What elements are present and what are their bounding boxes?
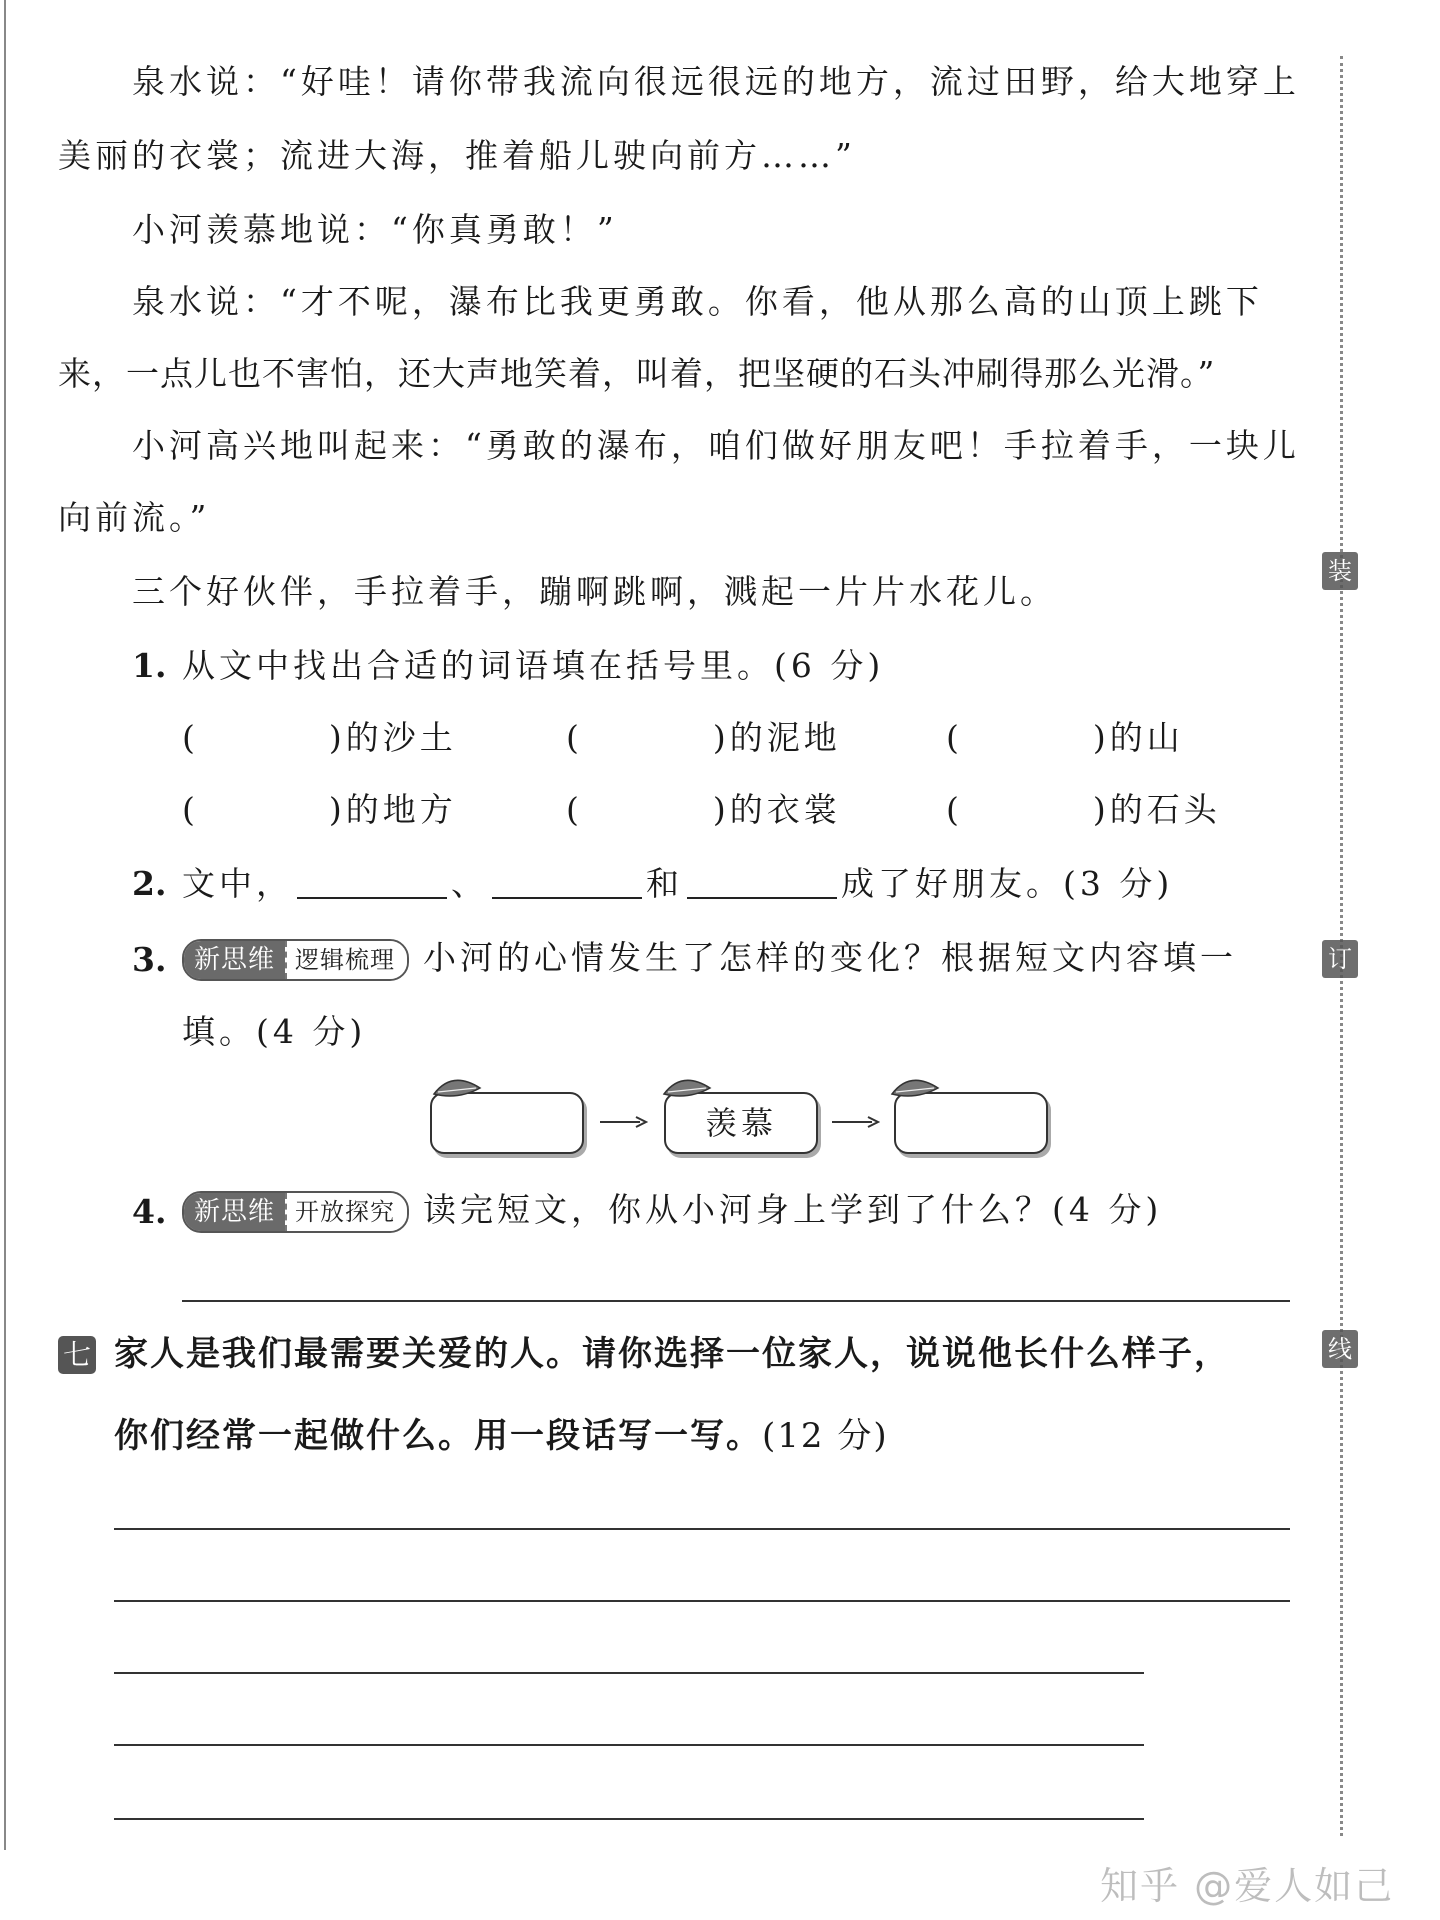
writing-line[interactable] xyxy=(114,1600,1290,1602)
passage-line: 向前流。” xyxy=(58,498,211,537)
q2-prefix: 文中， xyxy=(182,864,293,903)
q2-blank-2[interactable] xyxy=(492,867,642,899)
arrow-right-icon xyxy=(598,1114,648,1130)
side-tag-zhuang: 装 xyxy=(1322,552,1358,590)
passage-line: 小河羡慕地说：“你真勇敢！” xyxy=(132,210,618,249)
fill-blank-2[interactable]: ( )的泥地 xyxy=(566,718,841,757)
fill-blank-1[interactable]: ( )的沙土 xyxy=(182,718,457,757)
question-1-number: 1. xyxy=(132,646,167,685)
arrow-right-icon xyxy=(830,1114,880,1130)
passage-line: 来，一点儿也不害怕，还大声地笑着，叫着，把坚硬的石头冲刷得那么光滑。” xyxy=(58,354,1216,393)
q2-sep2: 和 xyxy=(646,864,683,903)
writing-line[interactable] xyxy=(114,1672,1144,1674)
watermark: 知乎 @爱人如己 xyxy=(1100,1864,1395,1908)
passage-line: 泉水说：“才不呢，瀑布比我更勇敢。你看，他从那么高的山顶上跳下 xyxy=(132,282,1263,321)
side-tag-xian: 线 xyxy=(1322,1330,1358,1368)
writing-line[interactable] xyxy=(114,1528,1290,1530)
leaf-icon xyxy=(890,1074,942,1100)
leaf-icon xyxy=(432,1074,484,1100)
page-left-edge xyxy=(4,0,6,1850)
question-2-text xyxy=(182,862,1173,906)
passage-line: 美丽的衣裳；流进大海，推着船儿驶向前方……” xyxy=(58,136,856,175)
section-7-line-2: 你们经常一起做什么。用一段话写一写。(12 分) xyxy=(114,1416,889,1456)
side-tag-ding: 订 xyxy=(1322,940,1358,978)
q2-sep1: 、 xyxy=(451,864,488,903)
passage-line: 小河高兴地叫起来：“勇敢的瀑布，咱们做好朋友吧！手拉着手，一块儿 xyxy=(132,426,1300,465)
mood-box-1[interactable] xyxy=(430,1092,584,1154)
question-3-text: 新思维 逻辑梳理 小河的心情发生了怎样的变化？根据短文内容填一 xyxy=(182,936,1237,981)
writing-line[interactable] xyxy=(114,1744,1144,1746)
fill-blank-5[interactable]: ( )的衣裳 xyxy=(566,790,841,829)
passage-line: 泉水说：“好哇！请你带我流向很远很远的地方，流过田野，给大地穿上 xyxy=(132,62,1300,101)
q2-blank-1[interactable] xyxy=(297,867,447,899)
mood-box-2: 羡慕 xyxy=(664,1092,818,1154)
q2-blank-3[interactable] xyxy=(687,867,837,899)
question-3-text-cont: 填。(4 分) xyxy=(182,1012,367,1051)
new-thinking-badge: 新思维 逻辑梳理 xyxy=(182,939,409,981)
question-3-number: 3. xyxy=(132,940,167,979)
question-4-number: 4. xyxy=(132,1192,167,1231)
mood-box-3[interactable] xyxy=(894,1092,1048,1154)
passage-line: 三个好伙伴，手拉着手，蹦啊跳啊，溅起一片片水花儿。 xyxy=(132,572,1057,611)
new-thinking-badge: 新思维 开放探究 xyxy=(182,1191,409,1233)
leaf-icon xyxy=(662,1074,714,1100)
writing-line[interactable] xyxy=(114,1818,1144,1820)
question-2-number: 2. xyxy=(132,864,167,903)
answer-line-q4[interactable] xyxy=(182,1300,1290,1302)
question-4-text: 新思维 开放探究 读完短文，你从小河身上学到了什么？(4 分) xyxy=(182,1188,1162,1233)
fill-blank-3[interactable]: ( )的山 xyxy=(946,718,1184,757)
section-7-line-1: 家人是我们最需要关爱的人。请你选择一位家人，说说他长什么样子， xyxy=(114,1334,1230,1374)
section-7-points: (12 分) xyxy=(762,1416,889,1456)
question-1-text: 从文中找出合适的词语填在括号里。(6 分) xyxy=(182,646,885,685)
fill-blank-6[interactable]: ( )的石头 xyxy=(946,790,1221,829)
q2-suffix: 成了好朋友。(3 分) xyxy=(841,864,1174,903)
fill-blank-4[interactable]: ( )的地方 xyxy=(182,790,457,829)
section-7-marker: 七 xyxy=(58,1336,96,1374)
mood-flow-diagram xyxy=(430,1080,1050,1180)
